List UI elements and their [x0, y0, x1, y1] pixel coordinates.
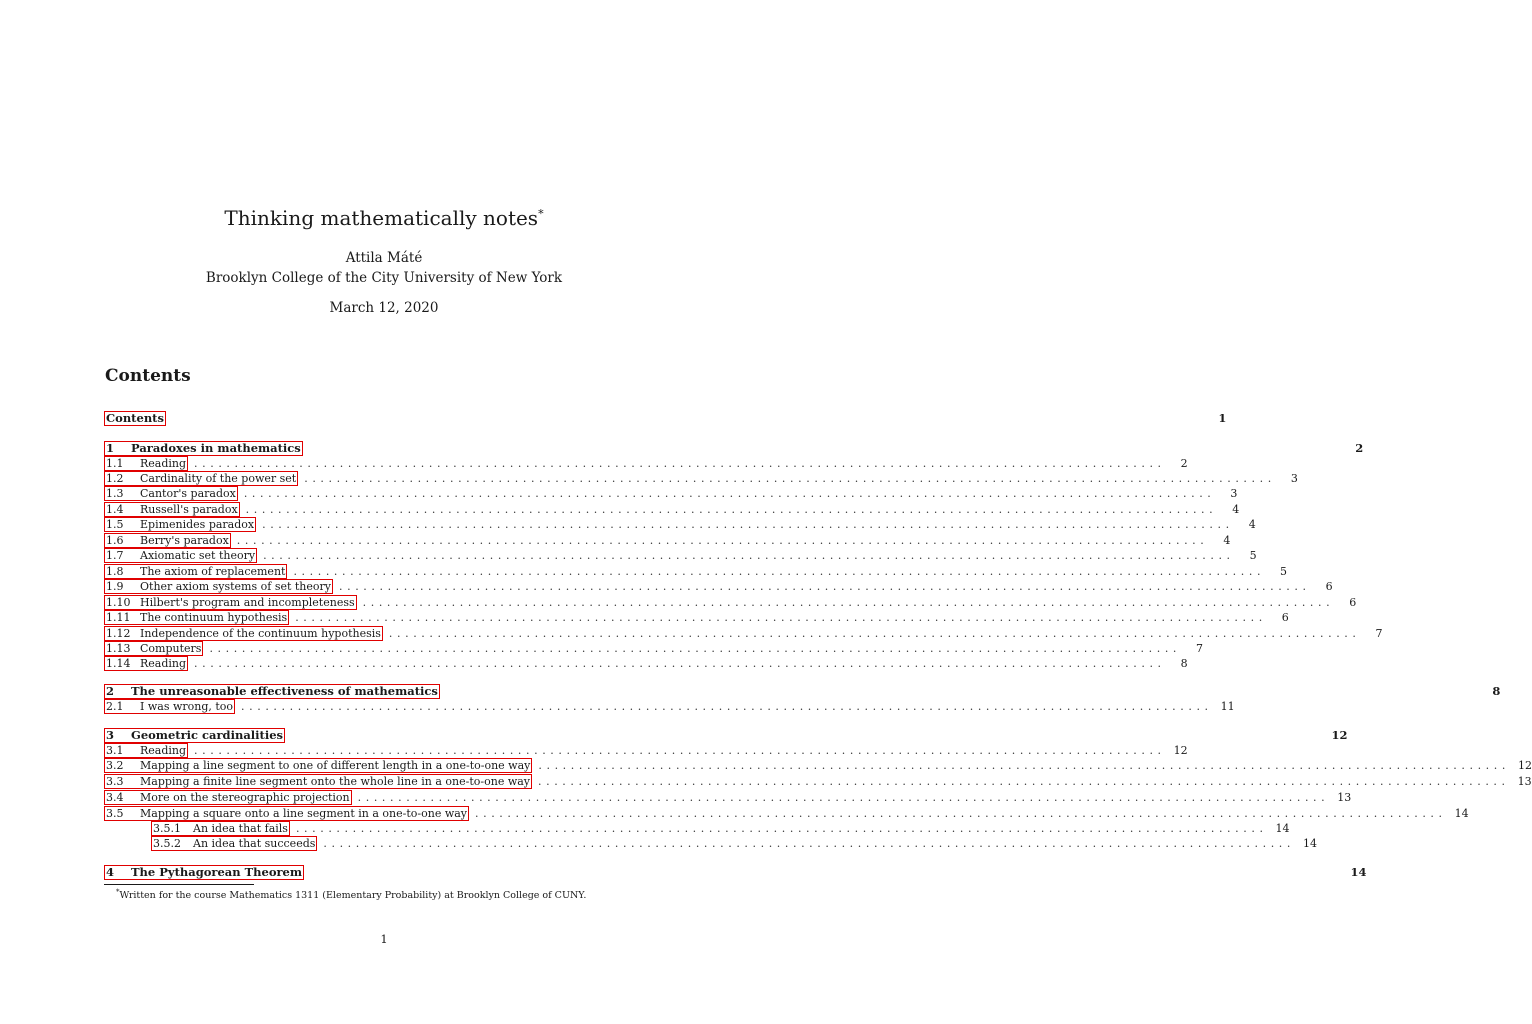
- toc-link[interactable]: [104, 656, 188, 671]
- toc-label: An idea that fails: [193, 822, 288, 835]
- toc-entry: [104, 411, 1227, 426]
- toc-link[interactable]: [104, 548, 257, 563]
- toc-leader-dots: ........................................................................................................................: [243, 487, 1216, 500]
- toc-number: 1.11: [106, 611, 131, 624]
- toc-number: 1.10: [106, 596, 131, 609]
- toc-page-number: 4: [1248, 518, 1256, 531]
- date: March 12, 2020: [329, 300, 439, 316]
- toc-label: More on the stereographic projection: [140, 791, 350, 804]
- toc-label: The continuum hypothesis: [140, 611, 288, 624]
- toc-leader-dots: ........................................................................................................................: [295, 611, 1267, 624]
- document-title: [0, 206, 768, 230]
- toc-number: 3.2: [106, 759, 124, 772]
- toc-label: Reading: [140, 744, 187, 757]
- toc-number: 1: [106, 441, 115, 455]
- toc-label: Cardinality of the power set: [140, 472, 297, 485]
- toc-label: Axiomatic set theory: [140, 549, 256, 562]
- toc-entry: [104, 456, 1188, 471]
- toc-entry: [104, 564, 1288, 579]
- toc-page-number: 1: [1218, 411, 1227, 425]
- toc-number: 3: [106, 728, 115, 742]
- toc-link[interactable]: [104, 641, 203, 656]
- toc-link[interactable]: [104, 564, 287, 579]
- toc-entry: [104, 684, 1501, 699]
- toc-leader-dots: ........................................................................................................................: [538, 775, 1510, 788]
- toc-entry: [104, 728, 1348, 743]
- toc-leader-dots: ........................................................................................................................: [538, 759, 1510, 772]
- toc-entry: [104, 548, 1257, 563]
- toc-number: 1.6: [106, 534, 124, 547]
- toc-page-number: 11: [1220, 700, 1235, 713]
- toc-link[interactable]: [104, 790, 352, 805]
- toc-label: Hilbert's program and incompleteness: [140, 596, 355, 609]
- toc-label: The unreasonable effectiveness of mathematics: [131, 684, 438, 698]
- toc-link[interactable]: [104, 471, 298, 486]
- footnote-text: Written for the course Mathematics 1311 (Elementary Probability) at Brooklyn College of CUNY.: [119, 890, 587, 902]
- toc-page-number: 14: [1350, 865, 1367, 879]
- toc-label: Mapping a line segment to one of different length in a one-to-one way: [140, 759, 531, 772]
- toc-label: Mapping a square onto a line segment in a one-to-one way: [140, 807, 468, 820]
- toc-number: 1.13: [106, 642, 131, 655]
- toc-label: Geometric cardinalities: [131, 728, 283, 742]
- toc-entry: [104, 743, 1188, 758]
- toc-label: Cantor's paradox: [140, 487, 236, 500]
- toc-leader-dots: ........................................................................................................................: [194, 457, 1166, 470]
- toc-page-number: 14: [1275, 822, 1290, 835]
- toc-page-number: 8: [1180, 657, 1188, 670]
- toc-number: 1.5: [106, 518, 124, 531]
- toc-link[interactable]: [104, 595, 357, 610]
- toc-leader-dots: ........................................................................................................................: [339, 580, 1311, 593]
- toc-number: 3.5: [106, 807, 124, 820]
- toc-label: Epimenides paradox: [140, 518, 255, 531]
- toc-link[interactable]: [104, 699, 235, 714]
- title-footnote-mark[interactable]: *: [538, 207, 544, 221]
- toc-number: 1.2: [106, 472, 124, 485]
- toc-page-number: 2: [1355, 441, 1364, 455]
- toc-entry: [104, 656, 1188, 671]
- toc-entry: [104, 774, 1532, 789]
- toc-page-number: 8: [1492, 684, 1501, 698]
- toc-entry: [104, 699, 1235, 714]
- toc-leader-dots: ........................................................................................................................: [194, 657, 1166, 670]
- toc-link[interactable]: [104, 456, 188, 471]
- toc-link[interactable]: [104, 758, 532, 773]
- toc-page-number: 4: [1223, 534, 1231, 547]
- toc-label: Russell's paradox: [140, 503, 238, 516]
- toc-entry: [151, 821, 1290, 836]
- toc-label: The Pythagorean Theorem: [131, 865, 303, 879]
- toc-number: 4: [106, 865, 115, 879]
- footnote: [116, 888, 586, 901]
- toc-label: Reading: [140, 657, 187, 670]
- toc-number: 3.4: [106, 791, 124, 804]
- footnote-mark: *: [116, 888, 120, 896]
- contents-heading: Contents: [105, 366, 191, 386]
- toc-number: 1.1: [106, 457, 124, 470]
- toc-link[interactable]: [104, 441, 303, 456]
- toc-link[interactable]: [104, 610, 289, 625]
- toc-entry: [104, 758, 1532, 773]
- toc-leader-dots: ........................................................................................................................: [209, 642, 1182, 655]
- toc-number: 1.3: [106, 487, 124, 500]
- toc-page-number: 4: [1232, 503, 1240, 516]
- toc-leader-dots: ........................................................................................................................: [263, 549, 1235, 562]
- toc-leader-dots: ........................................................................................................................: [475, 807, 1447, 820]
- toc-link[interactable]: [104, 486, 238, 501]
- toc-page-number: 3: [1230, 487, 1238, 500]
- toc-number: 3.3: [106, 775, 124, 788]
- toc-label: Mapping a finite line segment onto the whole line in a one-to-one way: [140, 775, 531, 788]
- toc-page-number: 6: [1281, 611, 1289, 624]
- toc-entry: [104, 502, 1240, 517]
- toc-entry: [104, 865, 1367, 880]
- toc-entry: [104, 441, 1364, 456]
- toc-leader-dots: ........................................................................................................................: [236, 534, 1209, 547]
- toc-entry: [104, 626, 1383, 641]
- toc-page-number: 5: [1249, 549, 1257, 562]
- toc-label: Independence of the continuum hypothesis: [140, 627, 381, 640]
- toc-page-number: 2: [1180, 457, 1188, 470]
- toc-number: 1.4: [106, 503, 124, 516]
- toc-page-number: 14: [1454, 807, 1469, 820]
- toc-leader-dots: ........................................................................................................................: [293, 565, 1266, 578]
- toc-page-number: 14: [1302, 837, 1317, 850]
- toc-label: Reading: [140, 457, 187, 470]
- toc-leader-dots: ........................................................................................................................: [262, 518, 1234, 531]
- toc-label: The axiom of replacement: [140, 565, 286, 578]
- toc-label: Paradoxes in mathematics: [131, 441, 301, 455]
- toc-number: 1.12: [106, 627, 131, 640]
- toc-leader-dots: ........................................................................................................................: [241, 700, 1213, 713]
- toc-leader-dots: ........................................................................................................................: [194, 744, 1166, 757]
- toc-entry: [104, 806, 1469, 821]
- toc-page-number: 7: [1196, 642, 1204, 655]
- toc-link[interactable]: [104, 517, 256, 532]
- toc-leader-dots: ........................................................................................................................: [304, 472, 1276, 485]
- toc-link[interactable]: [104, 626, 383, 641]
- toc-page-number: 7: [1375, 627, 1383, 640]
- toc-label: Other axiom systems of set theory: [140, 580, 331, 593]
- toc-link[interactable]: [104, 743, 188, 758]
- toc-entry: [104, 610, 1289, 625]
- toc-page-number: 3: [1290, 472, 1298, 485]
- toc-link[interactable]: [104, 411, 166, 426]
- toc-number: 1.9: [106, 580, 124, 593]
- toc-link[interactable]: [104, 806, 469, 821]
- title-text: Thinking mathematically notes: [224, 206, 539, 230]
- toc-page-number: 13: [1337, 791, 1352, 804]
- toc-entry: [104, 517, 1256, 532]
- toc-leader-dots: ........................................................................................................................: [245, 503, 1218, 516]
- toc-leader-dots: ........................................................................................................................: [388, 627, 1361, 640]
- toc-link[interactable]: [104, 865, 304, 880]
- toc-leader-dots: ........................................................................................................................: [357, 791, 1330, 804]
- toc-number: 2: [106, 684, 115, 698]
- toc-leader-dots: ........................................................................................................................: [295, 822, 1268, 835]
- toc-link[interactable]: [151, 821, 290, 836]
- toc-label: I was wrong, too: [140, 700, 234, 713]
- affiliation: Brooklyn College of the City University of New York: [205, 270, 563, 286]
- toc-page-number: 5: [1280, 565, 1288, 578]
- toc-label: An idea that succeeds: [193, 837, 316, 850]
- page-number: 1: [380, 932, 388, 946]
- toc-page-number: 6: [1325, 580, 1333, 593]
- toc-label: Contents: [106, 411, 164, 425]
- toc-number: 3.5.1: [153, 822, 181, 835]
- toc-number: 2.1: [106, 700, 124, 713]
- footnote-rule: [104, 884, 254, 885]
- toc-label: Berry's paradox: [140, 534, 229, 547]
- toc-leader-dots: ........................................................................................................................: [362, 596, 1335, 609]
- toc-page-number: 12: [1331, 728, 1348, 742]
- toc-link[interactable]: [104, 502, 240, 517]
- toc-number: 1.14: [106, 657, 131, 670]
- toc-link[interactable]: [104, 579, 333, 594]
- toc-entry: [151, 836, 1317, 851]
- toc-link[interactable]: [151, 836, 317, 851]
- toc-page-number: 12: [1517, 759, 1532, 772]
- toc-label: Computers: [140, 642, 202, 655]
- toc-link[interactable]: [104, 728, 285, 743]
- toc-entry: [104, 790, 1352, 805]
- toc-entry: [104, 486, 1238, 501]
- toc-leader-dots: ........................................................................................................................: [323, 837, 1295, 850]
- toc-entry: [104, 533, 1231, 548]
- toc-entry: [104, 471, 1298, 486]
- toc-entry: [104, 579, 1333, 594]
- toc-entry: [104, 595, 1357, 610]
- toc-number: 3.5.2: [153, 837, 181, 850]
- toc-link[interactable]: [104, 684, 440, 699]
- toc-number: 1.7: [106, 549, 124, 562]
- toc-page-number: 13: [1517, 775, 1532, 788]
- toc-number: 1.8: [106, 565, 124, 578]
- toc-link[interactable]: [104, 533, 231, 548]
- toc-link[interactable]: [104, 774, 532, 789]
- toc-entry: [104, 641, 1204, 656]
- toc-page-number: 6: [1349, 596, 1357, 609]
- toc-page-number: 12: [1173, 744, 1188, 757]
- toc-number: 3.1: [106, 744, 124, 757]
- author: Attila Máté: [345, 250, 423, 266]
